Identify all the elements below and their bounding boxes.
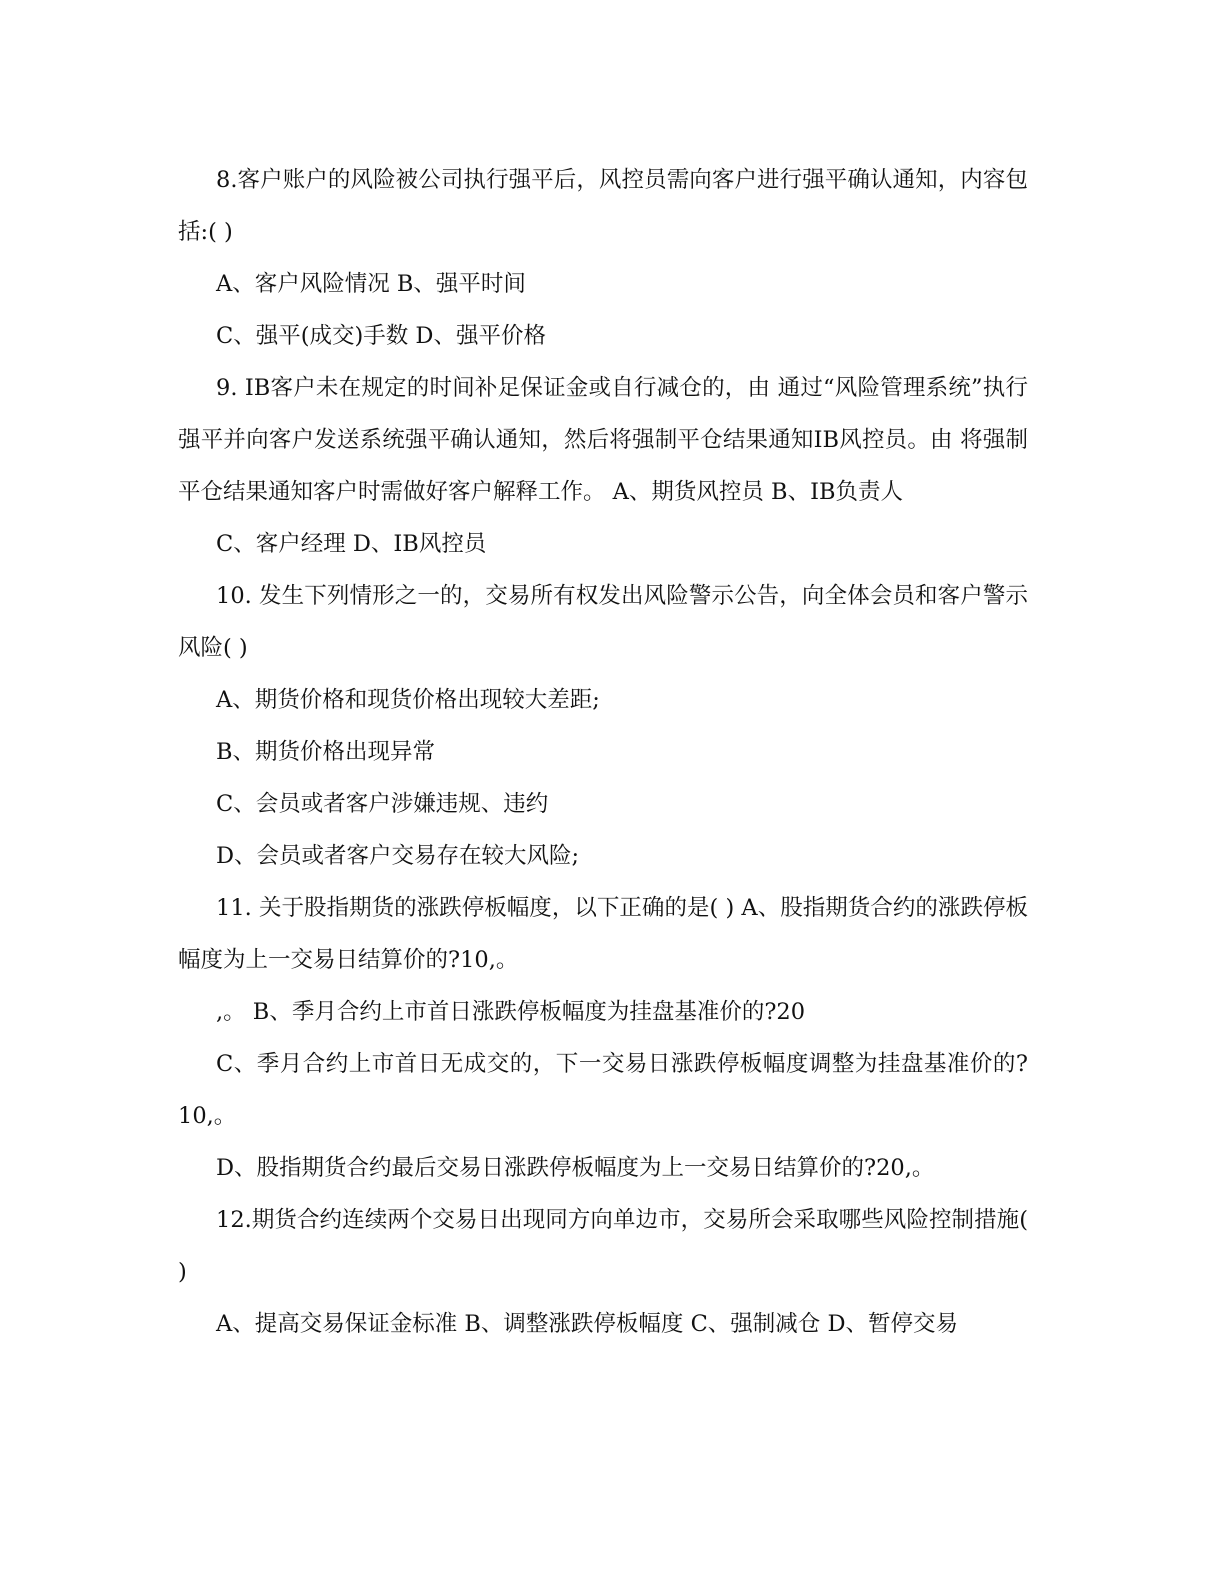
question-10-option-b: B、期货价格出现异常	[216, 739, 436, 765]
question-11-option-c: C、季月合约上市首日无成交的，下一交易日涨跌停板幅度调整为挂盘基准价的?10,。	[178, 1051, 1028, 1129]
question-11: 11. 关于股指期货的涨跌停板幅度，以下正确的是( ) A、股指期货合约的涨跌停板幅度为上一交易日结算价的?10,。	[178, 895, 1028, 973]
question-10-option-a: A、期货价格和现货价格出现较大差距;	[216, 687, 600, 713]
question-11-option-d: D、股指期货合约最后交易日涨跌停板幅度为上一交易日结算价的?20,。	[216, 1155, 935, 1181]
question-11-option-b: ,。 B、季月合约上市首日涨跌停板幅度为挂盘基准价的?20	[216, 999, 806, 1025]
question-8-options-ab: A、客户风险情况 B、强平时间	[216, 271, 526, 297]
question-10-option-d: D、会员或者客户交易存在较大风险;	[216, 843, 580, 869]
question-9-options-cd: C、客户经理 D、IB风控员	[216, 531, 487, 557]
question-10-option-c: C、会员或者客户涉嫌违规、违约	[216, 791, 549, 817]
question-8: 8.客户账户的风险被公司执行强平后，风控员需向客户进行强平确认通知，内容包括:( )	[178, 167, 1028, 245]
question-12-options: A、提高交易保证金标准 B、调整涨跌停板幅度 C、强制减仓 D、暂停交易	[216, 1311, 958, 1337]
question-8-options-cd: C、强平(成交)手数 D、强平价格	[216, 323, 546, 349]
document-page	[178, 154, 1028, 1350]
question-12: 12.期货合约连续两个交易日出现同方向单边市，交易所会采取哪些风险控制措施( )	[178, 1207, 1028, 1285]
question-10: 10. 发生下列情形之一的，交易所有权发出风险警示公告，向全体会员和客户警示风险( )	[178, 583, 1028, 661]
question-9: 9. IB客户未在规定的时间补足保证金或自行减仓的，由 通过“风险管理系统”执行强平并向客户发送系统强平确认通知，然后将强制平仓结果通知IB风控员。由 将强制平仓结果通知客户时需做好客户解释工作。 A、期货风控员 B、IB负责人	[178, 375, 1028, 505]
